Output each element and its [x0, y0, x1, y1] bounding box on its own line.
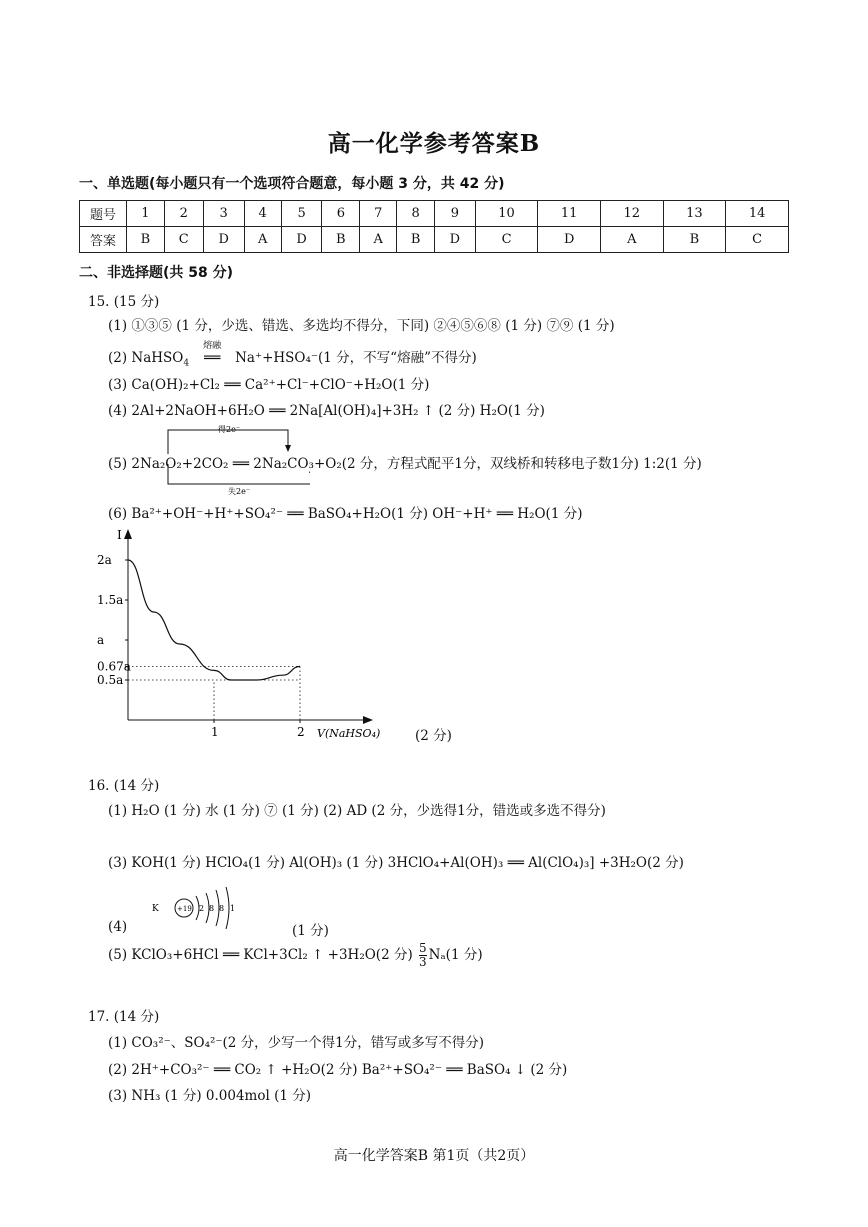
melt-condition: 熔融: [203, 341, 222, 351]
q15-part4: (4) 2Al+2NaOH+6H₂O ══ 2Na[Al(OH)₄]+3H₂ ↑ (2 分) H₂O(1 分): [108, 403, 545, 419]
q15-part5: (5) 2Na₂O₂+2CO₂ ══ 2Na₂CO₃+O₂(2 分，方程式配平1分，双线桥和转移电子数1分) 1:2(1 分): [108, 456, 702, 472]
q17-part2: (2) 2H⁺+CO₃²⁻ ══ CO₂ ↑ +H₂O(2 分) Ba²⁺+SO₄²⁻ ══ BaSO₄ ↓ (2 分): [108, 1062, 568, 1078]
q16-part4-label: (4): [108, 919, 128, 935]
q17-part1: (1) CO₃²⁻、SO₄²⁻(2 分，少写一个得1分，错写或多写不得分): [108, 1035, 485, 1051]
shell-count: 1: [230, 904, 236, 913]
answer-cell: D: [203, 227, 244, 253]
fraction-denominator: 3: [419, 955, 427, 969]
page-footer: 高一化学答案B 第1页（共2页）: [333, 1148, 535, 1164]
q15-part2-b: Na⁺+HSO₄⁻(1 分，不写“熔融”不得分): [235, 350, 477, 366]
answer-cell: C: [164, 227, 203, 253]
question-number-cell: 9: [434, 201, 475, 227]
page-title: 高一化学参考答案B: [327, 130, 541, 157]
atom-structure: [150, 878, 250, 938]
graph-score: (2 分): [415, 728, 452, 744]
question-number-cell: 3: [203, 201, 244, 227]
q16-part5-b: Nₐ(1 分): [428, 947, 483, 963]
element-symbol: K: [152, 904, 159, 914]
x-axis-label: V(NaHSO₄): [317, 727, 381, 740]
x-axis-arrow: [363, 716, 373, 724]
q15-part2-a: (2) NaHSO: [108, 350, 184, 366]
q15-heading: 15. (15 分): [88, 294, 160, 310]
answer-cell: B: [322, 227, 360, 253]
question-number-cell: 13: [663, 201, 726, 227]
table-row: [80, 227, 789, 253]
x-tick-label: 2: [297, 725, 305, 739]
question-number-cell: 4: [244, 201, 281, 227]
table-row: [80, 201, 789, 227]
answer-table: [79, 200, 789, 253]
shell-count: 8: [209, 904, 215, 913]
q15-part3: (3) Ca(OH)₂+Cl₂ ══ Ca²⁺+Cl⁻+ClO⁻+H₂O(1 分): [108, 377, 430, 393]
fraction-numerator: 5: [419, 941, 427, 955]
q16-part4-score: (1 分): [292, 923, 329, 939]
y-axis-label: I: [117, 528, 122, 542]
answer-cell: A: [601, 227, 664, 253]
answer-cell: D: [281, 227, 322, 253]
answer-cell: B: [127, 227, 165, 253]
y-axis-arrow: [124, 529, 132, 539]
answer-cell: D: [538, 227, 601, 253]
q16-part5-equation: (5) KClO₃+6HCl ══ KCl+3Cl₂ ↑ +3H₂O(2 分): [108, 947, 413, 963]
answer-cell: B: [397, 227, 435, 253]
y-tick-label: 0.5a: [97, 673, 124, 687]
q15-part6: (6) Ba²⁺+OH⁻+H⁺+SO₄²⁻ ══ BaSO₄+H₂O(1 分) OH⁻+H⁺ ══ H₂O(1 分): [108, 506, 583, 522]
section2-heading: 二、非选择题(共 58 分): [79, 265, 234, 281]
question-number-cell: 8: [397, 201, 435, 227]
section1-heading: 一、单选题(每小题只有一个选项符合题意，每小题 3 分，共 42 分): [79, 176, 505, 192]
y-tick-label: a: [97, 633, 105, 647]
answer-cell: D: [434, 227, 475, 253]
q16-part1-2: (1) H₂O (1 分) 水 (1 分) ⑦ (1 分) (2) AD (2 分，少选得1分，错选或多选不得分): [108, 803, 606, 819]
answer-cell: C: [475, 227, 538, 253]
q17-heading: 17. (14 分): [88, 1009, 160, 1025]
y-tick-label: 2a: [97, 553, 112, 567]
question-number-cell: 6: [322, 201, 360, 227]
lose-electron-label: 失2e⁻: [228, 487, 251, 496]
question-number-cell: 11: [538, 201, 601, 227]
q15-part2: (2) NaHSO$_4$ 熔融 ══ Na⁺+HSO₄⁻(1 分，不写“熔融”不得分): [108, 346, 477, 369]
nucleus-charge: +19: [177, 905, 192, 913]
q16-heading: 16. (14 分): [88, 778, 160, 794]
question-number-cell: 12: [601, 201, 664, 227]
answer-cell: A: [360, 227, 397, 253]
x-tick-label: 1: [211, 725, 219, 739]
y-tick-label: 0.67a: [97, 659, 131, 674]
q15-part1: (1) ①③⑤ (1 分，少选、错选、多选均不得分，下同) ②④⑤⑥⑧ (1 分) ⑦⑨ (1 分): [108, 318, 615, 334]
series-line: [128, 560, 300, 680]
q17-part3: (3) NH₃ (1 分) 0.004mol (1 分): [108, 1088, 312, 1104]
question-number-cell: 5: [281, 201, 322, 227]
question-number-cell: 2: [164, 201, 203, 227]
y-tick-label: 1.5a: [97, 593, 124, 607]
question-number-cell: 7: [360, 201, 397, 227]
melt-arrow: 熔融 ══: [190, 350, 234, 366]
question-number-cell: 1: [127, 201, 165, 227]
gain-electron-label: 得2e⁻: [218, 425, 241, 434]
answer-cell: A: [244, 227, 281, 253]
fraction: [419, 942, 427, 969]
question-number-cell: 10: [475, 201, 538, 227]
q16-part5: [108, 942, 483, 969]
row-label: 答案: [80, 227, 127, 253]
conductivity-chart: [95, 525, 415, 750]
question-number-cell: 14: [726, 201, 789, 227]
answer-cell: C: [726, 227, 789, 253]
row-label: 题号: [80, 201, 127, 227]
shell-count: 8: [219, 904, 225, 913]
shell-count: 2: [199, 904, 205, 913]
answer-cell: B: [663, 227, 726, 253]
q16-part3: (3) KOH(1 分) HClO₄(1 分) Al(OH)₃ (1 分) 3HClO₄+Al(OH)₃ ══ Al(ClO₄)₃] +3H₂O(2 分): [108, 855, 684, 871]
